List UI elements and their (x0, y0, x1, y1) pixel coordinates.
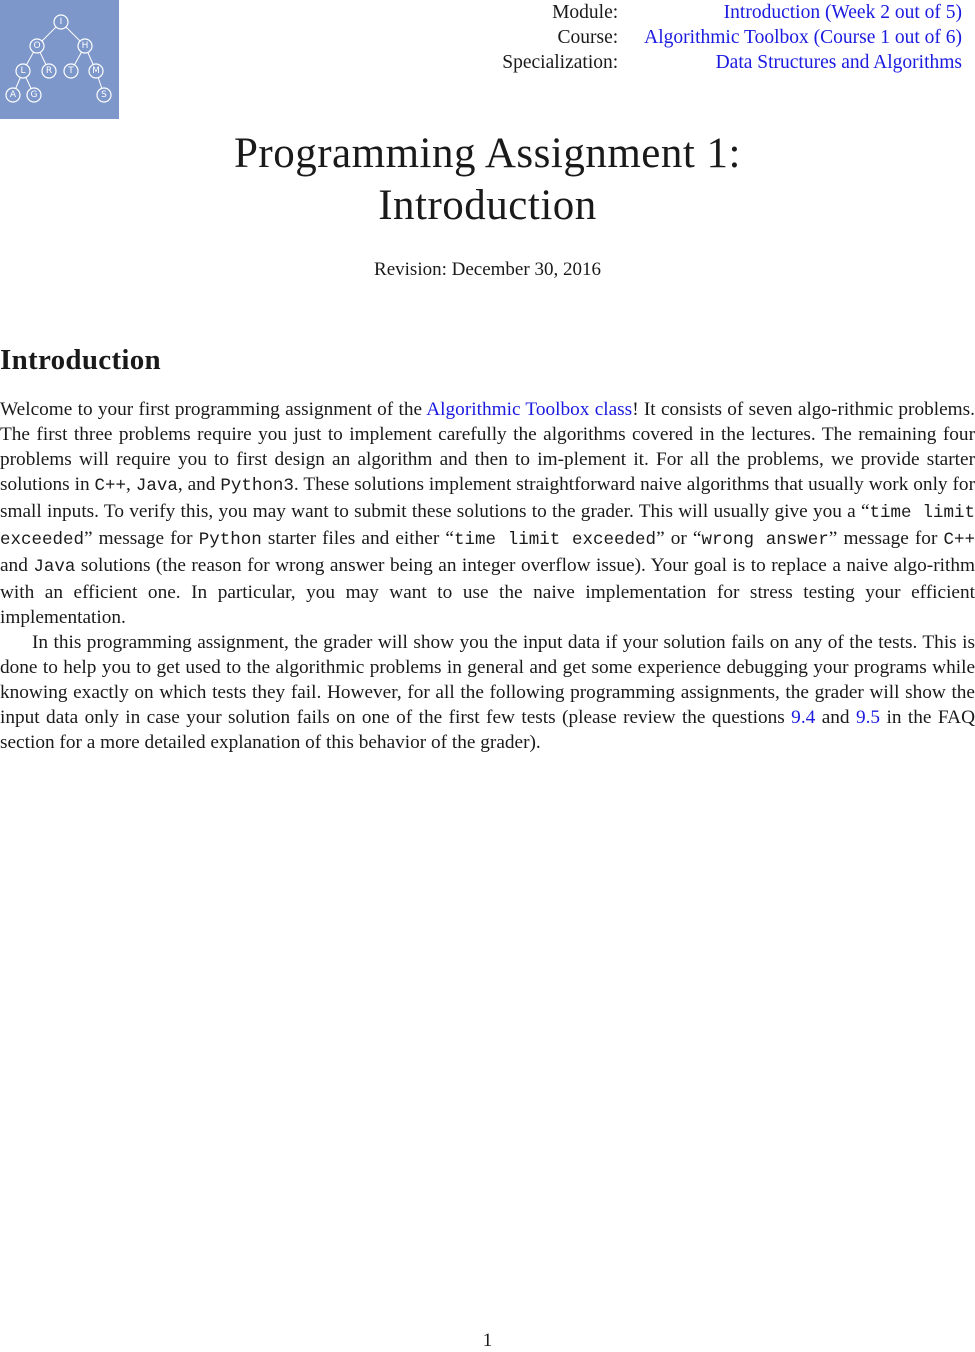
logo-node: A (9, 90, 17, 100)
faq-9-5-link[interactable]: 9.5 (855, 707, 881, 728)
course-link[interactable]: Algorithmic Toolbox (Course 1 out of 6) (644, 27, 962, 48)
module-label: Module: (552, 2, 619, 23)
code-time-limit-exceeded: time limit exceeded (0, 503, 975, 550)
section-heading: Introduction (0, 344, 161, 376)
revision-date: Revision: December 30, 2016 (374, 259, 601, 280)
code-java: Java (135, 476, 178, 496)
logo-node: G (30, 90, 38, 100)
specialization-logo (0, 0, 119, 119)
module-link[interactable]: Introduction (Week 2 out of 5) (723, 2, 962, 23)
specialization-link[interactable]: Data Structures and Algorithms (715, 52, 962, 73)
section-body (0, 397, 975, 755)
course-metadata (502, 0, 962, 75)
logo-node: T (68, 66, 74, 76)
title-line-2: Introduction (378, 182, 597, 229)
logo-node: S (101, 90, 107, 100)
page-number: 1 (482, 1330, 493, 1351)
code-cpp: C++ (94, 476, 127, 496)
paragraph: In this programming assignment, the grader will show you the input data if your solution fails on any of the tests. This is done to help you to get used to the algorithmic problems in general and get some experience debugging your programs while knowing exactly on which tests they fail. However, for all the following programming assignments, the grader will show the input data only in case your solution fails on one of the first few tests (please review the questions 9.4 and 9.5 in the FAQ section for a more detailed explanation of this behavior of the grader). (0, 632, 975, 753)
logo-node: I (59, 17, 63, 27)
logo-node: O (33, 41, 41, 51)
code-python3: Python3 (220, 476, 294, 496)
logo-node: M (92, 66, 100, 76)
faq-9-4-link[interactable]: 9.4 (791, 707, 816, 728)
logo-node: L (20, 66, 26, 76)
code-cpp: C++ (943, 530, 975, 550)
logo-node: R (45, 66, 53, 76)
paragraph: Welcome to your first programming assignment of the Algorithmic Toolbox class! It consists of seven algo-rithmic problems. The first three problems require you just to implement carefully the algorithms covered in the lectures. The remaining four problems will require you to first design an algorithm and then to im-plement it. For all the problems, we provide starter solutions in C++, Java, and Python3. These solutions implement straightforward naive algorithms that usually work only for small inputs. To verify this, you may want to submit these solutions to the grader. This will usually give you a “time limit exceeded” message for Python starter files and either “time limit exceeded” or “wrong answer” message for C++ and Java solutions (the reason for wrong answer being an integer overflow issue). Your goal is to replace a naive algo-rithm with an efficient one. In particular, you may want to use the naive implementation for stress testing your efficient implementation. (0, 399, 975, 628)
code-wrong-answer: wrong answer (701, 530, 829, 550)
code-java: Java (33, 557, 76, 577)
title-line-1: Programming Assignment 1: (234, 130, 741, 177)
binary-tree-logo-icon (0, 0, 119, 119)
course-label: Course: (557, 27, 619, 48)
document-title (0, 128, 975, 232)
algorithmic-toolbox-class-link[interactable]: Algorithmic Toolbox class (426, 399, 633, 420)
logo-node: H (81, 41, 89, 51)
specialization-label: Specialization: (502, 52, 619, 73)
code-python: Python (198, 530, 262, 550)
code-time-limit-exceeded: time limit exceeded (453, 530, 657, 550)
